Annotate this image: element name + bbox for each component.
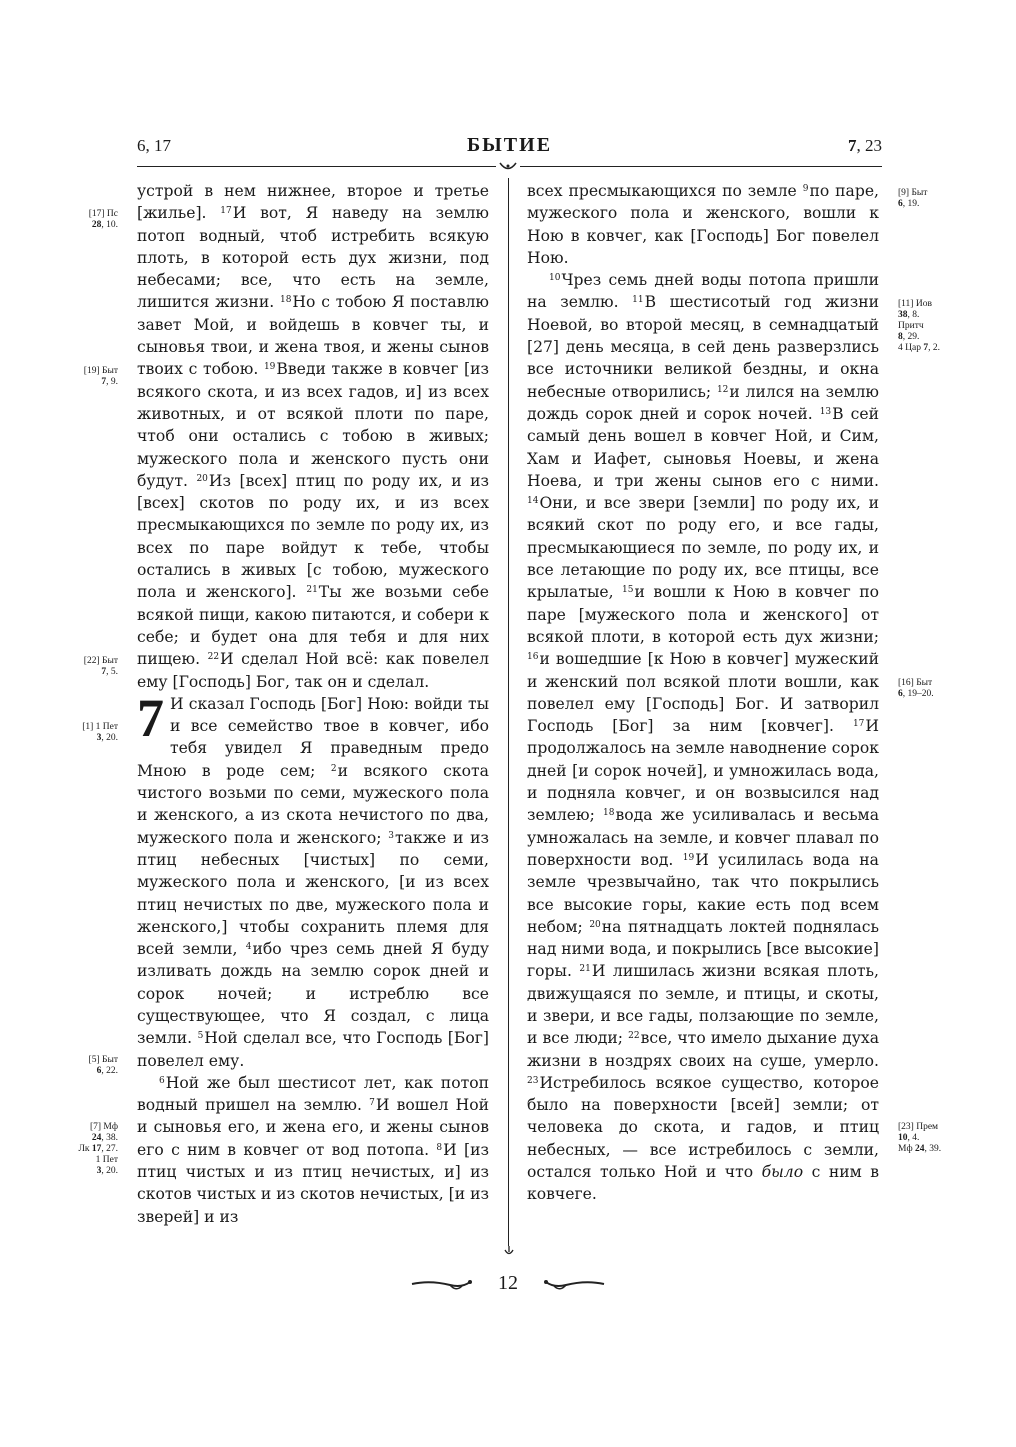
verse-text: Ной сделал все, что Господь [Бог] повелел ему. (137, 1029, 489, 1070)
verse-text: с ним в ковчеге. (527, 1163, 879, 1204)
verse-text: и вошли к Ною в ковчег по паре [мужеского пола и женского] от всякой плоти, в которой есть дух жизни; (527, 583, 879, 646)
verse-text: по паре, мужеского пола и женского, вошли к Ною в ковчег, как [Господь] Бог повелел Ною. (527, 182, 879, 267)
verse-text: И лишилась жизни всякая плоть, движущаяся по земле, и птицы, и скоты, и звери, и все гады, ползающие по земле, и все люди; (527, 962, 879, 1048)
verse-text: И продолжалось на земле наводнение сорок дней [и сорок ночей], и умножилась вода, и подняла ковчег, и он возвысился над землею; (527, 717, 879, 825)
cross-reference: [9] Быт 6, 19. (898, 188, 928, 209)
cross-reference: [11] Иов 38, 8. Притч 8, 29. 4 Цар 7, 2. (898, 299, 940, 353)
verse-text: и лился на землю дождь сорок дней и сорок ночей. (527, 382, 880, 423)
verse-number: 5 (197, 1031, 204, 1042)
verse-number: 15 (622, 585, 634, 596)
verse-text: И усилилась вода на земле чрезвычайно, так что покрылись все высокие горы, какие есть под всем небом; (527, 850, 879, 936)
italic-word: было (761, 1163, 804, 1182)
verse-number: 2 (330, 763, 337, 774)
text-column-right (527, 180, 879, 1206)
verse-number: 17 (852, 719, 865, 730)
paragraph (137, 687, 489, 1072)
cross-reference: [16] Быт 6, 19–20. (898, 678, 934, 699)
verse-number: 13 (819, 406, 832, 417)
book-title: БЫТИЕ (466, 134, 553, 156)
header-reference-start: 6, 17 (137, 136, 171, 155)
verse-number: 16 (527, 652, 539, 663)
verse-number: 21 (579, 964, 591, 975)
verse-number: 11 (632, 295, 644, 306)
verse-text: на пятнадцать локтей поднялась над ними вода, и покрылись [все высокие] горы. (527, 917, 879, 981)
verse-number: 20 (196, 473, 208, 484)
verse-number: 3 (388, 830, 394, 841)
verse-text: И сказал Господь [Бог] Ною: войди ты и все семейство твое в ковчег, ибо тебя увидел Я праведным предо Мною в роде сем; (137, 694, 489, 780)
cross-reference: [19] Быт 7, 9. (83, 366, 118, 387)
cross-reference: [17] Пс 28, 10. (88, 209, 118, 230)
flourish-right-icon (542, 1278, 606, 1292)
verse-number: 10 (549, 273, 561, 284)
paragraph (137, 1072, 489, 1228)
verse-text: В шестисотый год жизни Ноевой, во второй месяц, в семнадцатый [27] день месяца, в сей день разверзлись все источники великой бездны, и окна небесные отворились; (527, 293, 879, 401)
verse-text: Истребилось всякое существо, которое было на поверхности [всей] земли; от человека до скота, и гадов, и птиц небесных, — все истребилось с земли, остался только Ной и что (527, 1073, 879, 1182)
verse-text: Но с тобою Я поставлю завет Мой, и войдешь в ковчег ты, и сыновья твои, и жена твоя, и жены сынов твоих с тобою. (137, 293, 489, 379)
verse-number: 18 (603, 808, 615, 819)
verse-text: И вошел Ной и сыновья его, и жена его, и жены сынов его с ним в ковчег от вод потопа. (137, 1096, 489, 1159)
verse-number: 14 (527, 496, 539, 507)
page-number: 12 (498, 1272, 518, 1294)
verse-number: 22 (207, 652, 220, 663)
cross-reference: [5] Быт 6, 22. (88, 1055, 118, 1076)
verse-number: 8 (436, 1142, 443, 1153)
verse-number: 4 (245, 942, 252, 953)
verse-number: 12 (716, 384, 729, 395)
verse-number: 9 (802, 184, 809, 194)
verse-number: 23 (527, 1075, 539, 1086)
header-reference-end (848, 136, 882, 156)
cross-reference: [7] Мф 24, 38. Лк 17, 27. 1 Пет 3, 20. (78, 1122, 118, 1176)
cross-reference: [1] 1 Пет 3, 20. (82, 722, 118, 743)
header-ornament-icon (496, 160, 520, 174)
verse-number: 19 (682, 852, 695, 863)
verse-number: 20 (589, 919, 601, 930)
cross-reference: [23] Прем 10, 4. Мф 24, 39. (898, 1122, 942, 1154)
verse-text: Из [всех] птиц по роду их, и из [всех] скотов по роду их, и из всех пресмыкающихся по земле по роду их, из всех по паре войдут к тебе, чтобы остались в живых [с тобою, мужеского пола и женского]. (137, 471, 489, 602)
verse-text: Ной же был шестисот лет, как потоп водный пришел на землю. (137, 1073, 489, 1115)
verse-text: и вошедшие [к Ною в ковчег] мужеский и женский пол всякой плоти вошли, как повелел ему [Господь] Бог. И затворил Господь [Бог] за ним [ковчег]. (527, 650, 879, 736)
verse-text: И [из птиц чистых и из птиц нечистых, и] из скотов чистых и из скотов нечистых, [и из зверей] и из (137, 1140, 489, 1226)
verse-text: все, что имело дыхание духа жизни в ноздрях своих на суше, умерло. (527, 1029, 879, 1070)
verse-number: 7 (369, 1098, 375, 1109)
paragraph (527, 180, 879, 269)
page-header (137, 136, 882, 160)
verse-text: Введи также в ковчег [из всякого скота, и из всех гадов, и] из всех животных, и от всякой плоти по паре, чтоб они остались с тобою в живых; мужеского пола и женского пусть они будут. (137, 360, 489, 490)
verse-text: и всякого скота чистого возьми по семи, мужеского пола и женского, а из скота нечистого по два, мужеского пола и женского; (137, 761, 489, 847)
verse-text: ибо чрез семь дней Я буду изливать дождь на землю сорок дней и сорок ночей; и истреблю все существующее, что Я создал, с лица земли. (137, 940, 489, 1048)
verse-text: Они, и все звери [земли] по роду их, и всякий скот по роду его, и все гады, пресмыкающиеся по земле, по роду их, и все летающие по роду их, все птицы, все крылатые, (527, 494, 879, 602)
header-ref-end-chapter: 7 (848, 136, 857, 155)
page-footer (0, 1272, 1016, 1302)
verse-text: Чрез семь дней воды потопа пришли на землю. (527, 271, 879, 312)
header-ref-end-verse: , 23 (856, 136, 882, 155)
verse-text: всех пресмыкающихся по земле (527, 182, 797, 200)
text-column-left (137, 180, 489, 1228)
verse-number: 6 (159, 1075, 165, 1086)
divider-ornament-icon (503, 1246, 515, 1256)
column-divider (508, 178, 509, 1246)
paragraph (137, 180, 489, 693)
verse-text: Ты же возьми себе всякой пищи, какою питаются, и собери к себе; и будет она для тебя и для них пищею. (137, 583, 489, 669)
verse-number: 18 (279, 295, 292, 306)
verse-text: также и из птиц небесных [чистых] по семи, мужеского пола и женского, [и из всех птиц нечистых по две, мужеского пола и женского,] чтобы сохранить племя для всей земли, (137, 828, 489, 959)
verse-text: вода же усиливалась и весьма умножалась на земле, и ковчег плавал по поверхности вод. (527, 806, 879, 869)
flourish-left-icon (410, 1278, 474, 1292)
verse-text: И сделал Ной всё: как повелел ему [Господь] Бог, так он и сделал. (137, 650, 489, 691)
verse-text: В сей самый день вошел в ковчег Ной, и Сим, Хам и Иафет, сыновья Ноевы, и жена Ноева, и три жены сынов его с ними. (527, 404, 879, 490)
verse-number: 17 (220, 206, 232, 217)
cross-reference: [22] Быт 7, 5. (83, 656, 118, 677)
verse-text: И вот, Я наведу на землю потоп водный, чтоб истребить всякую плоть, в которой есть дух жизни, под небесами; все, что есть на земле, лишится жизни. (137, 204, 489, 312)
verse-number: 22 (628, 1031, 640, 1042)
chapter-number: 7 (137, 687, 164, 748)
verse-number: 21 (306, 585, 318, 596)
verse-number: 19 (263, 362, 276, 373)
paragraph (527, 269, 879, 1205)
verse-text: устрой в нем нижнее, второе и третье [жилье]. (137, 182, 489, 223)
